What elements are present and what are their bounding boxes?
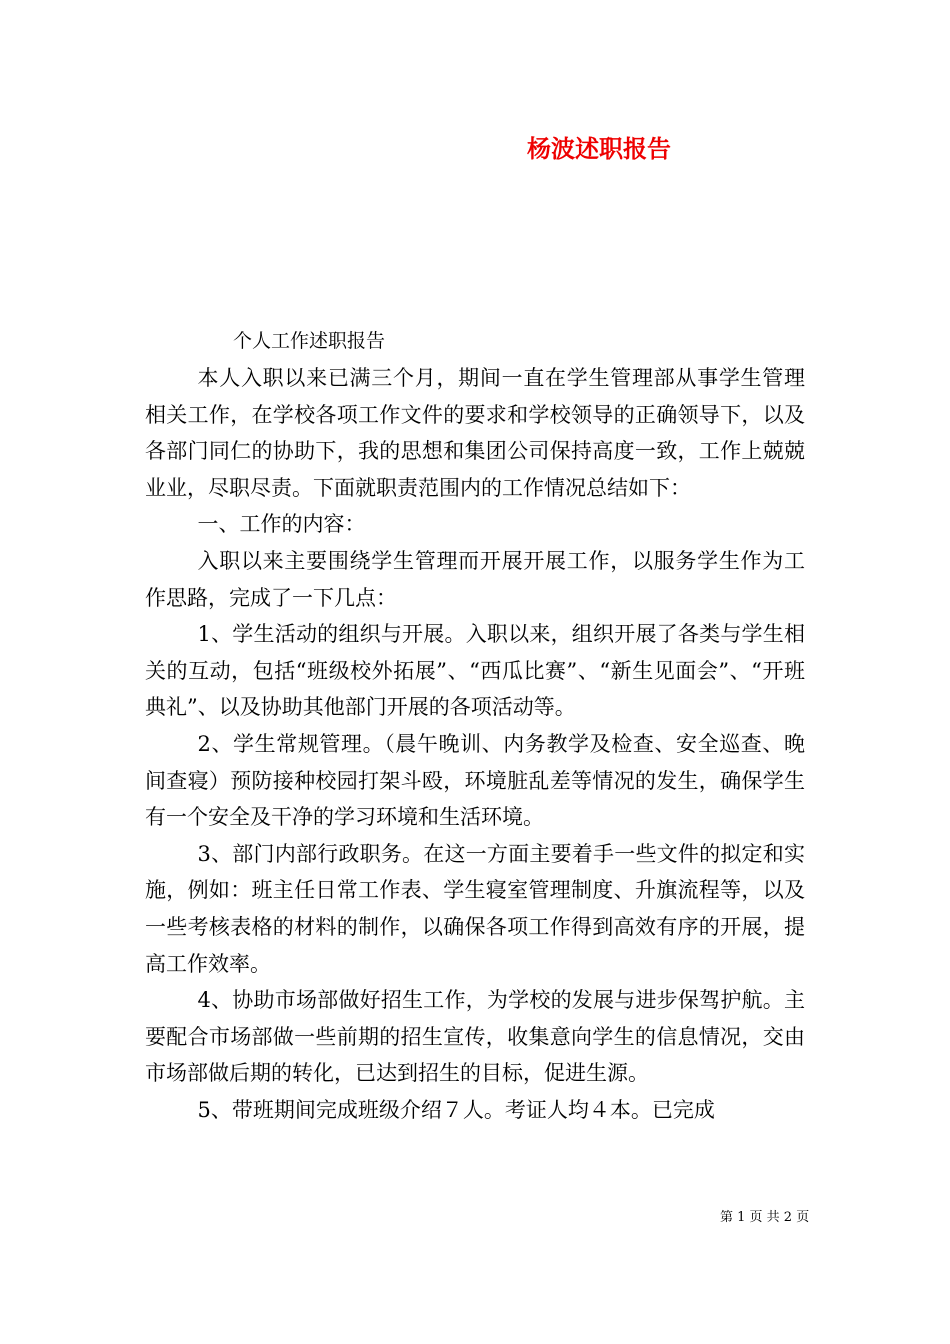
list-item: 2、学生常规管理。（晨午晚训、内务教学及检查、安全巡查、晚间查寝）预防接种校园打架斗殴，环境脏乱差等情况的发生，确保学生有一个安全及干净的学习环境和生活环境。 xyxy=(145,731,805,830)
list-item: 1、学生活动的组织与开展。入职以来，组织开展了各类与学生相关的互动，包括“班级校外拓展”、“西瓜比赛”、“新生见面会”、“开班典礼”、以及协助其他部门开展的各项活动等。 xyxy=(145,622,805,720)
page-title: 杨波述职报告 xyxy=(527,134,671,163)
document-body xyxy=(145,360,805,1128)
list-item: 3、部门内部行政职务。在这一方面主要着手一些文件的拟定和实施，例如：班主任日常工作表、学生寝室管理制度、升旗流程等，以及一些考核表格的材料的制作，以确保各项工作得到高效有序的开展，提高工作效率。 xyxy=(145,841,805,976)
paragraph-overview: 入职以来主要围绕学生管理而开展开展工作，以服务学生作为工作思路，完成了一下几点： xyxy=(145,548,805,610)
section-heading: 一、工作的内容： xyxy=(197,512,366,537)
paragraph-intro: 本人入职以来已满三个月，期间一直在学生管理部从事学生管理相关工作，在学校各项工作文件的要求和学校领导的正确领导下，以及各部门同仁的协助下，我的思想和集团公司保持高度一致，工作上兢兢业业，尽职尽责。下面就职责范围内的工作情况总结如下： xyxy=(145,366,805,500)
page-number: 第 1 页 共 2 页 xyxy=(720,1210,810,1225)
list-item: 4、协助市场部做好招生工作，为学校的发展与进步保驾护航。主要配合市场部做一些前期的招生宣传，收集意向学生的信息情况，交由市场部做后期的转化，已达到招生的目标，促进生源。 xyxy=(145,988,805,1086)
list-item: 5、带班期间完成班级介绍７人。考证人均４本。已完成 xyxy=(197,1097,715,1122)
document-subtitle: 个人工作述职报告 xyxy=(233,330,386,352)
